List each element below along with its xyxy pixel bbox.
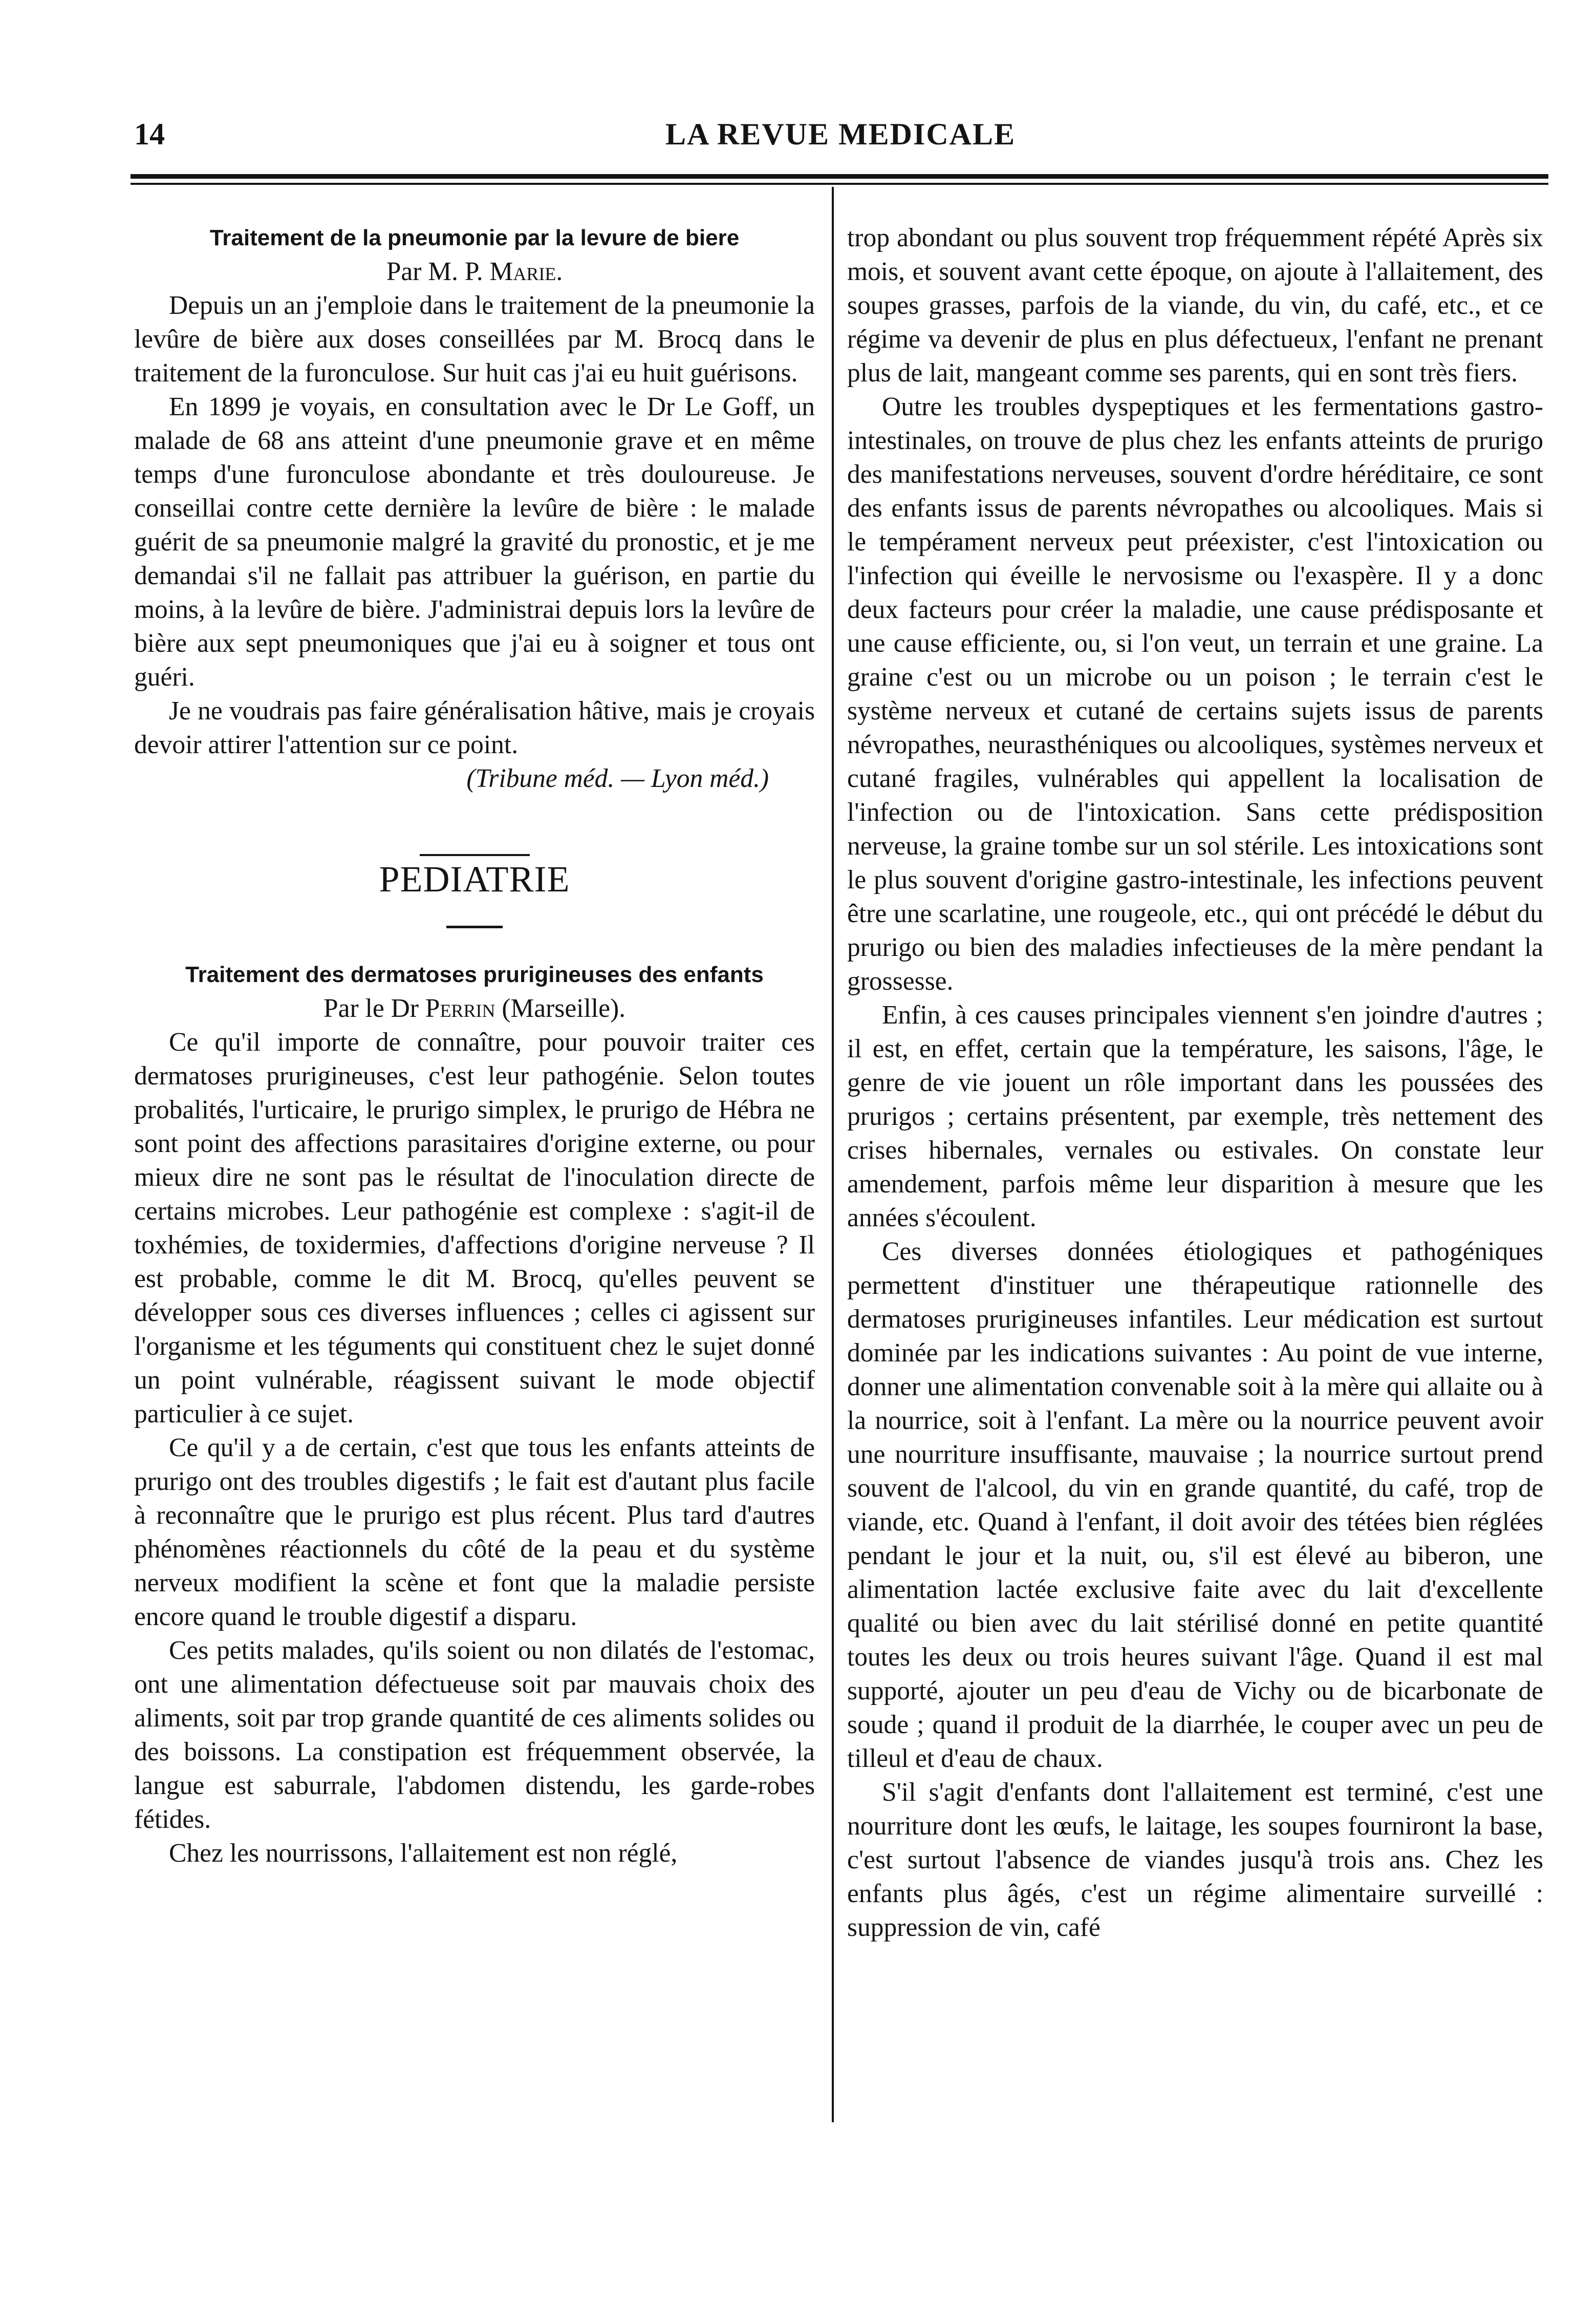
paragraph: En 1899 je voyais, en consultation avec le Dr Le Goff, un malade de 68 ans atteint d'une pneumonie grave et en même temps d'une furonculose abondante et très douloureuse. Je conseillai contre cette dernière la levûre de bière : le malade guérit de sa pneumonie malgré la gravité du pronostic, et je me demandai s'il ne fallait pas attribuer la guérison, en partie du moins, à la levûre de bière. J'administrai depuis lors la levûre de bière aux sept pneumoniques que j'ai eu à soigner et tous ont guéri. xyxy=(134,392,815,692)
paragraph: S'il s'agit d'enfants dont l'allaitement est terminé, c'est une nourriture dont les œufs, le laitage, les soupes fourniront la base, c'est surtout l'absence de viandes jusqu'à trois ans. Chez les enfants plus âgés, c'est un régime alimentaire surveillé : suppression de vin, café xyxy=(847,1778,1543,1942)
byline-author: Marie xyxy=(489,257,556,286)
paragraph: Depuis un an j'emploie dans le traitement de la pneumonie la levûre de bière aux doses conseillées par M. Brocq dans le traitement de la furonculose. Sur huit cas j'ai eu huit guérisons. xyxy=(134,291,815,388)
header-rule xyxy=(131,174,1548,179)
paragraph: Je ne voudrais pas faire généralisation hâtive, mais je croyais devoir attirer l'attention sur ce point. xyxy=(134,696,815,759)
source-citation: (Tribune méd. — Lyon méd.) xyxy=(466,764,769,793)
byline-suffix: . xyxy=(556,257,563,286)
paragraph: Enfin, à ces causes principales viennent s'en joindre d'autres ; il est, en effet, certain que la température, les saisons, l'âge, le genre de vie jouent un rôle important dans les poussées des prurigos ; certains présentent, par exemple, très nettement des crises hibernales, vernales ou estivales. On constate leur amendement, parfois même leur disparition à mesure que les années s'écoulent. xyxy=(847,1000,1543,1232)
article-title-dermatoses: Traitement des dermatoses prurigineuses des enfants xyxy=(185,962,764,987)
paragraph: Ces petits malades, qu'ils soient ou non dilatés de l'estomac, ont une alimentation défectueuse soit par mauvais choix des aliments, soit par trop grande quantité de ces aliments solides ou des boissons. La constipation est fréquemment observée, la langue est saburrale, l'abdomen distendu, les garde-robes fétides. xyxy=(134,1636,815,1834)
paragraph: Outre les troubles dyspeptiques et les fermentations gastro-intestinales, on trouve de plus chez les enfants atteints de prurigo des manifestations nerveuses, souvent d'ordre héréditaire, ce sont des enfants issus de parents névropathes ou alcooliques. Mais si le tempérament nerveux peut préexister, c'est l'intoxication ou l'infection qui éveille le nervosisme ou l'exaspère. Il y a donc deux facteurs pour créer la maladie, une cause prédisposante et une cause efficiente, ou, si l'on veut, un terrain et une graine. La graine c'est ou un microbe ou un poison ; le terrain c'est le système nerveux et cutané de certains sujets issus de parents névropathes, neurasthéniques ou alcooliques, systèmes nerveux et cutané fragiles, vulnérables qui appellent la localisation de l'infection ou de l'intoxication. Sans cette prédisposition nerveuse, la graine tombe sur un sol stérile. Les intoxications sont le plus souvent d'origine gastro-intestinale, les infections peuvent être une scarlatine, une rougeole, etc., qui ont précédé le début du prurigo ou bien des maladies infectieuses de la mère pendant la grossesse. xyxy=(847,392,1543,996)
right-column xyxy=(847,221,1543,1945)
paragraph: Ce qu'il importe de connaître, pour pouvoir traiter ces dermatoses prurigineuses, c'est leur pathogénie. Selon toutes probalités, l'urticaire, le prurigo simplex, le prurigo de Hébra ne sont point des affections parasitaires d'origine externe, ou pour mieux dire ne sont pas le résultat de l'inoculation directe de certains microbes. Leur pathogénie est complexe : s'agit-il de toxhémies, de toxidermies, d'affections d'origine nerveuse ? Il est probable, comme le dit M. Brocq, qu'elles peuvent se développer sous ces diverses influences ; celles ci agissent sur l'organisme et les téguments qui constituent chez le sujet donné un point vulnérable, réagissent suivant le mode objectif particulier à ce sujet. xyxy=(134,1028,815,1428)
byline-prefix: Par M. P. xyxy=(386,257,490,286)
section-heading: PEDIATRIE xyxy=(379,859,570,900)
article-byline xyxy=(134,255,815,289)
article-title-pneumonia: Traitement de la pneumonie par la levure de biere xyxy=(209,225,740,250)
byline-suffix: (Marseille). xyxy=(495,994,625,1023)
page-number: 14 xyxy=(134,117,165,151)
heading-rule xyxy=(446,926,503,928)
paragraph: Ces diverses données étiologiques et pathogéniques permettent d'instituer une thérapeutique rationnelle des dermatoses prurigineuses infantiles. Leur médication est surtout dominée par les indications suivantes : Au point de vue interne, donner une alimentation convenable soit à la mère qui allaite ou à la nourrice, soit à l'enfant. La mère ou la nourrice peuvent avoir une nourriture insuffisante, mauvaise ; la nourrice surtout prend souvent de l'alcool, du vin en grande quantité, du café, trop de viande, etc. Quand à l'enfant, il doit avoir des tétées bien réglées pendant le jour et la nuit, ou, s'il est élevé au biberon, une alimentation lactée exclusive faite avec du lait d'excellente qualité ou bien avec du lait stérilisé donné en petite quantité toutes les deux ou trois heures suivant l'âge. Quand il est mal supporté, ajouter un peu d'eau de Vichy ou de bicarbonate de soude ; quand il produit de la diarrhée, le couper avec un peu de tilleul et d'eau de chaux. xyxy=(847,1237,1543,1773)
byline-author: Perrin xyxy=(425,994,495,1023)
paragraph-continuation: trop abondant ou plus souvent trop fréquemment répété Après six mois, et souvent avant cette époque, on ajoute à l'allaitement, des soupes grasses, parfois de la viande, du vin, du café, etc., et ce régime va devenir de plus en plus défectueux, l'enfant ne prenant plus de lait, mangeant comme ses parents, qui en sont très fiers. xyxy=(847,223,1543,388)
journal-title: LA REVUE MEDICALE xyxy=(665,117,1016,151)
left-column xyxy=(134,221,815,1870)
page-header xyxy=(134,117,1547,163)
column-divider xyxy=(832,187,834,2122)
header-rule-thin xyxy=(131,183,1548,185)
paragraph: Ce qu'il y a de certain, c'est que tous les enfants atteints de prurigo ont des troubles digestifs ; le fait est d'autant plus facile à reconnaître que le prurigo est plus récent. Plus tard d'autres phénomènes réactionnels du côté de la peau et du système nerveux modifient la scène et font que la maladie persiste encore quand le trouble digestif a disparu. xyxy=(134,1433,815,1631)
byline-prefix: Par le Dr xyxy=(323,994,425,1023)
paragraph: Chez les nourrissons, l'allaitement est non réglé, xyxy=(169,1839,678,1868)
article-byline xyxy=(134,992,815,1026)
